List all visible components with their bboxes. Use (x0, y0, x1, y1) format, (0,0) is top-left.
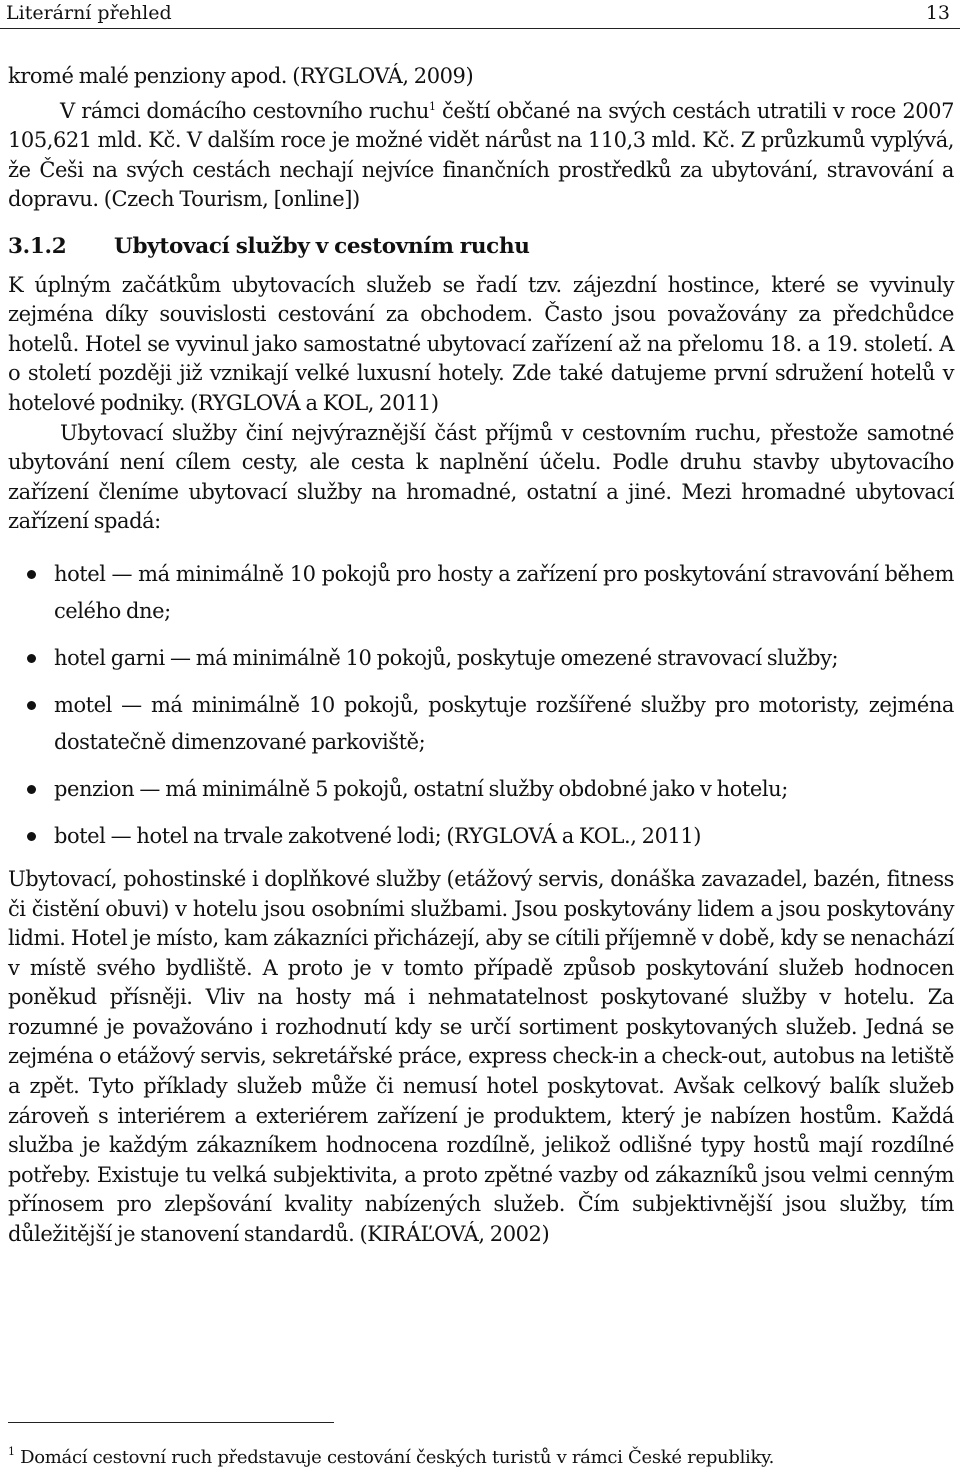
list-item-text: botel — hotel na trvale zakotvené lodi; (RYGLOVÁ a KOL., 2011) (54, 823, 702, 848)
intro-line: kromé malé penziony apod. (RYGLOVÁ, 2009) (8, 64, 474, 88)
bullet-icon (27, 785, 36, 794)
section-number: 3.1.2 (8, 233, 67, 259)
footnote-mark: 1 (8, 1445, 15, 1458)
bullet-icon (27, 654, 36, 663)
list-item-text: motel — má minimálně 10 pokojů, poskytuje rozšířené služby pro motoristy, zejména dostatečně dimenzované parkoviště; (54, 692, 954, 754)
list-item (8, 687, 954, 761)
page-body (8, 62, 954, 1250)
intro-paragraph (8, 92, 954, 215)
page-number: 13 (925, 2, 950, 24)
footnote-text: Domácí cestovní ruch představuje cestování českých turistů v rámci České republiky. (14, 1447, 774, 1468)
accommodation-type-list (8, 556, 954, 855)
list-item (8, 556, 954, 630)
paragraph-history: K úplným začátkům ubytovacích služeb se řadí tzv. zájezdní hostince, které se vyvinuly zejména díky souvislosti cestování za obchodem. Často jsou považovány za předchůdce hotelů. Hotel se vyvinul jako samostatné ubytovací zařízení až na přelomu 18. a 19. století. A o století později již vznikají velké luxusní hotely. Zde také datujeme první sdružení hotelů v hotelové podniky. (RYGLOVÁ a KOL, 2011) (8, 272, 954, 415)
paragraph-categories: Ubytovací služby činí nejvýraznější část příjmů v cestovním ruchu, přestože samotné ubytování není cílem cesty, ale cesta k naplnění účelu. Podle druhu stavby ubytovacího zařízení členíme ubytovací služby na hromadné, ostatní a jiné. Mezi hromadné ubytovací zařízení spadá: (8, 420, 954, 534)
list-item (8, 771, 954, 808)
list-item-text: penzion — má minimálně 5 pokojů, ostatní služby obdobné jako v hotelu; (54, 776, 788, 801)
list-item-text: hotel garni — má minimálně 10 pokojů, poskytuje omezené stravovací služby; (54, 645, 839, 670)
section-heading (8, 232, 954, 262)
running-header-title: Literární přehled (6, 2, 172, 24)
footnote-divider (8, 1422, 334, 1423)
intro-text-after-note: čeští občané na svých cestách utratili v roce 2007 105,621 mld. Kč. V dalším roce je možné vidět nárůst na 110,3 mld. Kč. Z průzkumů vyplývá, že Češi na svých cestách nechají nejvíce finančních prostředků za ubytování, stravování a dopravu. (Czech Tourism, [online]) (8, 98, 954, 212)
section-title: Ubytovací služby v cestovním ruchu (114, 233, 530, 259)
paragraph-services: Ubytovací, pohostinské i doplňkové služby (etážový servis, donáška zavazadel, bazén, fitness či čistění obuvi) v hotelu jsou osobními službami. Jsou poskytovány lidem a jsou poskytovány lidmi. Hotel je místo, kam zákazníci přicházejí, aby se cítili příjemně v době, kdy se nenachází v místě svého bydliště. A proto je v tomto případě způsob poskytování služeb hodnocen poněkud přísněji. Vliv na hosty má i nehmatatelnost poskytované služby v hotelu. Za rozumné je považováno i rozhodnutí kdy se určí sortiment poskytovaných služeb. Jedná se zejména o etážový servis, sekretářské práce, express check-in a check-out, autobus na letiště a zpět. Tyto příklady služeb může či nemusí hotel poskytovat. Avšak celkový balík služeb zároveň s interiérem a exteriérem zařízení je produktem, který je nabízen hostům. Každá služba je každým zákazníkem hodnocena rozdílně, jelikož odlišné typy hostů mají rozdílné potřeby. Existuje tu velká subjektivita, a proto zpětné vazby od zákazníků jsou velmi cenným přínosem pro zlepšování kvality nabízených služeb. Čím subjektivnější jsou služby, tím důležitější je stanovení standardů. (KIRÁĽOVÁ, 2002) (8, 866, 954, 1247)
bullet-icon (27, 701, 36, 710)
list-item-text: hotel — má minimálně 10 pokojů pro hosty a zařízení pro poskytování stravování během celého dne; (54, 561, 954, 623)
footnote-reference[interactable]: 1 (428, 99, 436, 113)
list-item (8, 640, 954, 677)
footnote (8, 1440, 948, 1470)
bullet-icon (27, 570, 36, 579)
intro-text-before-note: V rámci domácího cestovního ruchu (60, 98, 429, 123)
list-item (8, 818, 954, 855)
running-header (0, 0, 960, 29)
bullet-icon (27, 832, 36, 841)
